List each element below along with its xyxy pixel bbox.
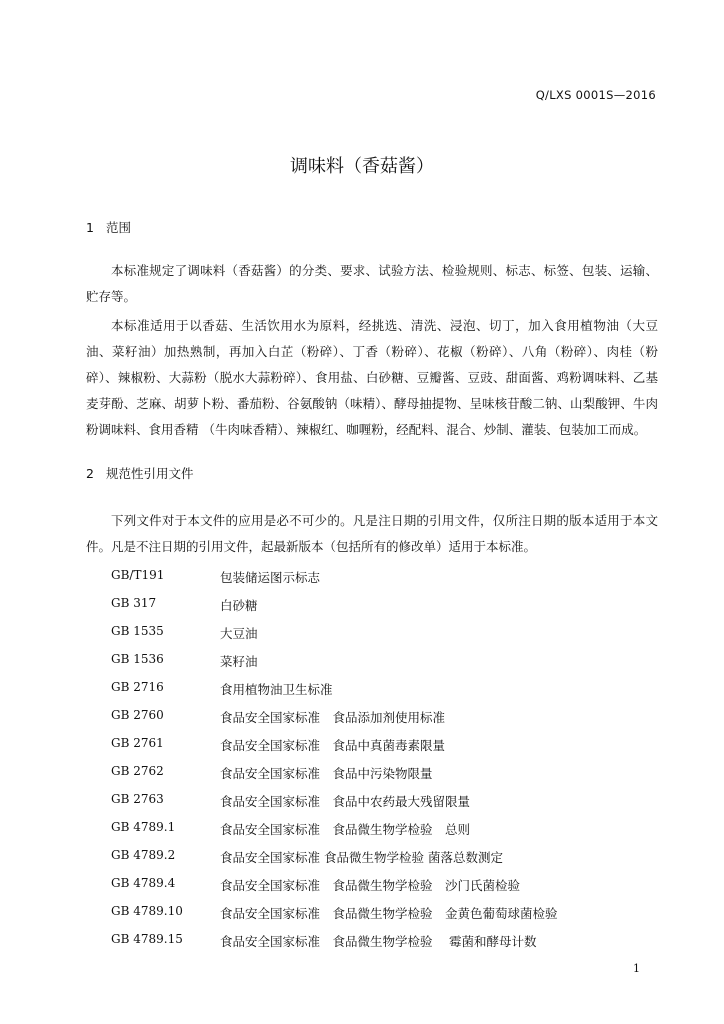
reference-code: GB 2762 <box>111 764 164 778</box>
reference-code: GB 1536 <box>111 652 164 666</box>
reference-code: GB 317 <box>111 596 157 610</box>
reference-code: GB 2763 <box>111 792 164 806</box>
section-2-title: 规范性引用文件 <box>106 466 194 481</box>
reference-row <box>111 596 651 616</box>
reference-code: GB 2761 <box>111 736 164 750</box>
section-1-heading <box>86 218 131 236</box>
reference-code: GB 2716 <box>111 680 164 694</box>
reference-title: 食品安全国家标准 食品微生物学检验 总则 <box>220 822 471 837</box>
section-1-title: 范围 <box>106 220 132 235</box>
reference-row <box>111 652 651 672</box>
reference-title: 食品安全国家标准 食品添加剂使用标准 <box>220 710 446 725</box>
section-1-number: 1 <box>86 220 94 235</box>
scope-paragraph-2: 本标准适用于以香菇、生活饮用水为原料，经挑选、清洗、浸泡、切丁，加入食用植物油（大豆油、菜籽油）加热熟制，再加入白芷（粉碎）、丁香（粉碎）、花椒（粉碎）、八角（粉碎）、肉桂（粉碎）、辣椒粉、大蒜粉（脱水大蒜粉碎）、食用盐、白砂糖、豆瓣酱、豆豉、甜面酱、鸡粉调味料、乙基麦芽酚、芝麻、胡萝卜粉、番茄粉、谷氨酸钠（味精）、酵母抽提物、呈味核苷酸二钠、山梨酸钾、牛肉粉调味料、食用香精 （牛肉味香精）、辣椒红、咖喱粉，经配料、混合、炒制、灌装、包装加工而成。 <box>86 318 658 437</box>
reference-title: 白砂糖 <box>220 598 258 613</box>
reference-row <box>111 876 651 896</box>
reference-code: GB 1535 <box>111 624 164 638</box>
reference-code: GB 4789.4 <box>111 876 176 890</box>
reference-row <box>111 568 651 588</box>
reference-title: 食品安全国家标准 食品中污染物限量 <box>220 766 433 781</box>
reference-code: GB 4789.2 <box>111 848 176 862</box>
reference-title: 菜籽油 <box>220 654 258 669</box>
reference-code: GB/T191 <box>111 568 165 582</box>
reference-row <box>111 708 651 728</box>
reference-title: 食品安全国家标准 食品中真菌毒素限量 <box>220 738 446 753</box>
page-number: 1 <box>633 962 640 975</box>
reference-title: 大豆油 <box>220 626 258 641</box>
reference-title: 食品安全国家标准 食品微生物学检验 沙门氏菌检验 <box>220 878 521 893</box>
reference-row <box>111 848 651 868</box>
reference-row <box>111 820 651 840</box>
reference-row <box>111 932 651 952</box>
reference-code: GB 4789.1 <box>111 820 176 834</box>
reference-code: GB 2760 <box>111 708 164 722</box>
document-title: 调味料（香菇酱） <box>290 156 434 177</box>
references-intro: 下列文件对于本文件的应用是必不可少的。凡是注日期的引用文件，仅所注日期的版本适用于本文件。凡是不注日期的引用文件，起最新版本（包括所有的修改单）适用于本标准。 <box>86 513 658 554</box>
reference-title: 包装储运图示标志 <box>220 570 321 585</box>
reference-code: GB 4789.10 <box>111 904 183 918</box>
reference-row <box>111 792 651 812</box>
reference-title: 食品安全国家标准 食品微生物学检验 菌落总数测定 <box>220 850 503 865</box>
scope-paragraph-1: 本标准规定了调味料（香菇酱）的分类、要求、试验方法、检验规则、标志、标签、包装、运输、贮存等。 <box>86 263 658 304</box>
reference-title: 食品安全国家标准 食品微生物学检验 霉菌和酵母计数 <box>220 934 537 949</box>
reference-row <box>111 624 651 644</box>
section-2-number: 2 <box>86 466 94 481</box>
standard-code: Q/LXS 0001S—2016 <box>535 88 656 102</box>
reference-row <box>111 904 651 924</box>
reference-row <box>111 764 651 784</box>
section-2-heading <box>86 464 194 482</box>
reference-title: 食用植物油卫生标准 <box>220 682 333 697</box>
reference-row <box>111 680 651 700</box>
reference-title: 食品安全国家标准 食品中农药最大残留限量 <box>220 794 471 809</box>
reference-row <box>111 736 651 756</box>
reference-title: 食品安全国家标准 食品微生物学检验 金黄色葡萄球菌检验 <box>220 906 558 921</box>
reference-code: GB 4789.15 <box>111 932 183 946</box>
